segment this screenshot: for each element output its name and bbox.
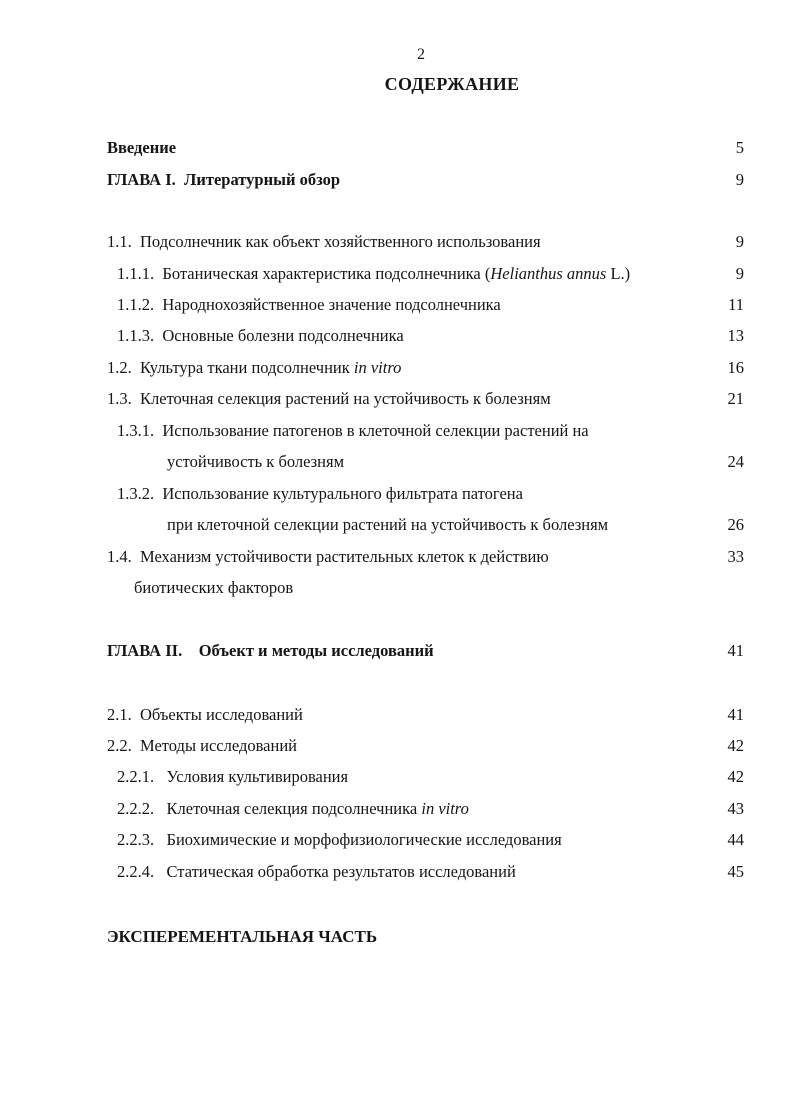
toc-page: 42 (727, 767, 744, 786)
toc-num: 1.2. (107, 358, 132, 377)
toc-text-continued: при клеточной селекции растений на устойчивость к болезням (167, 515, 609, 534)
toc-page: 41 (727, 641, 744, 660)
toc-text: Объекты исследований (140, 705, 303, 724)
toc-num: 1.1. (107, 232, 132, 251)
toc-page: 33 (727, 547, 744, 566)
toc-text-continued: биотических факторов (134, 578, 294, 597)
toc-text: Клеточная селекция подсолнечника (166, 799, 422, 818)
toc-section-2-2 (107, 736, 297, 756)
toc-text-continued: устойчивость к болезням (167, 452, 345, 471)
page-number: 2 (417, 46, 425, 63)
toc-page: 24 (727, 452, 744, 471)
toc-text: Объект и методы исследований (198, 641, 434, 660)
toc-section-2-2-2 (117, 799, 469, 819)
toc-section-1-3 (107, 389, 551, 409)
toc-section-1-1-3 (117, 326, 404, 346)
toc-text: Методы исследований (140, 736, 297, 755)
toc-page: 42 (727, 736, 744, 755)
toc-page: 16 (727, 358, 744, 377)
toc-text: Подсолнечник как объект хозяйственного использования (140, 232, 541, 251)
toc-section-1-3-2 (117, 484, 523, 504)
toc-text: Основные болезни подсолнечника (162, 326, 404, 345)
toc-intro (107, 138, 176, 158)
toc-text-italic: in vitro (353, 358, 402, 377)
toc-experimental-part: ЭКСПЕРЕМЕНТАЛЬНАЯ ЧАСТЬ (107, 927, 378, 946)
toc-section-1-1 (107, 232, 541, 252)
toc-page: 41 (727, 705, 744, 724)
toc-page: 45 (727, 862, 744, 881)
toc-page: 11 (728, 295, 744, 314)
toc-page: 9 (735, 170, 744, 189)
toc-num: 2.2.2. (117, 799, 155, 818)
toc-num: 2.2. (107, 736, 132, 755)
toc-num: 1.1.2. (117, 295, 155, 314)
toc-num: 1.3. (107, 389, 132, 408)
toc-section-1-1-2 (117, 295, 501, 315)
toc-text-suffix: L.) (606, 264, 631, 283)
toc-num: 1.4. (107, 547, 132, 566)
toc-chapter-1 (107, 170, 340, 190)
toc-text-italic: in vitro (421, 799, 469, 818)
toc-text: Клеточная селекция растений на устойчивость к болезням (140, 389, 551, 408)
toc-text-italic: Helianthus annus (490, 264, 607, 283)
toc-section-2-2-1 (117, 767, 348, 787)
toc-section-2-2-4 (117, 862, 516, 882)
toc-num: 2.2.1. (117, 767, 155, 786)
toc-section-1-4 (107, 547, 549, 567)
toc-num: 2.1. (107, 705, 132, 724)
toc-section-2-2-3 (117, 830, 562, 850)
toc-page: 13 (727, 326, 744, 345)
toc-page: 43 (727, 799, 744, 818)
toc-num: 2.2.3. (117, 830, 155, 849)
toc-section-1-3-1 (117, 421, 589, 441)
toc-num: 1.1.1. (117, 264, 155, 283)
toc-section-1-1-1 (117, 264, 630, 284)
toc-page: 5 (735, 138, 744, 157)
toc-text: Культура ткани подсолнечник (140, 358, 354, 377)
toc-chapter-2 (107, 641, 434, 661)
toc-text: Ботаническая характеристика подсолнечника ( (162, 264, 491, 283)
toc-page: 9 (735, 232, 744, 251)
toc-num: ГЛАВА I. (107, 170, 176, 189)
toc-text: Введение (107, 138, 177, 157)
toc-num: 2.2.4. (117, 862, 155, 881)
toc-text: Использование патогенов в клеточной селекции растений на (162, 421, 589, 440)
toc-text: Литературный обзор (184, 170, 341, 189)
toc-text: Механизм устойчивости растительных клеток к действию (140, 547, 549, 566)
toc-text: Биохимические и морфофизиологические исследования (166, 830, 562, 849)
toc-page: 21 (727, 389, 744, 408)
toc-num: 1.3.1. (117, 421, 155, 440)
toc-page: 26 (727, 515, 744, 534)
toc-text: Условия культивирования (166, 767, 349, 786)
toc-page: 44 (727, 830, 744, 849)
toc-num: 1.3.2. (117, 484, 155, 503)
toc-text: Народнохозяйственное значение подсолнечника (162, 295, 501, 314)
toc-section-2-1 (107, 705, 303, 725)
toc-section-1-2 (107, 358, 401, 378)
toc-text: Статическая обработка результатов исследований (166, 862, 516, 881)
toc-num: 1.1.3. (117, 326, 155, 345)
toc-num: ГЛАВА II. (107, 641, 183, 660)
page-title: СОДЕРЖАНИЕ (384, 74, 520, 94)
toc-text: Использование культурального фильтрата патогена (162, 484, 523, 503)
toc-page: 9 (735, 264, 744, 283)
